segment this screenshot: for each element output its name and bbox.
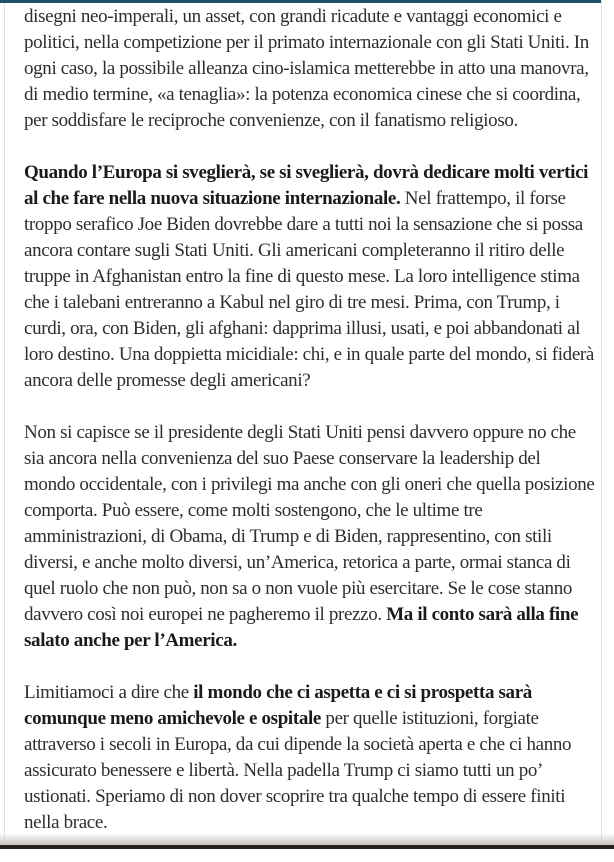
text-run: per quelle istituzioni, forgiate attraverso i secoli in Europa, da cui dipende la società aperta e che ci hanno assicurato benessere e libertà. Nella padella Trump ci siamo tutti un po’ ustionati. Speriamo di non dover scoprire tra qualche tempo di essere finiti nella brace. xyxy=(24,708,572,833)
paragraph-europa-biden xyxy=(24,160,595,394)
article-body xyxy=(5,3,601,862)
bold-text-run: Quando l’Europa si sveglierà, se si sveglierà, dovrà dedicare molti vertici al che fare nella nuova situazione internazionale. xyxy=(24,162,589,209)
content-right-border xyxy=(601,0,602,849)
text-run: Limitiamoci a dire che xyxy=(24,682,194,703)
paragraph-cina-islam xyxy=(24,4,595,134)
paragraph-mondo-ostile xyxy=(24,680,595,836)
paragraph-leadership-usa xyxy=(24,420,595,654)
bottom-edge-bar xyxy=(0,845,614,849)
text-run: Nel frattempo, il forse troppo serafico Joe Biden dovrebbe dare a tutti noi la sensazione che si possa ancora contare sugli Stati Uniti. Gli americani completeranno il ritiro delle truppe in Afghanistan entro la fine di questo mese. La loro intelligence stima che i talebani entreranno a Kabul nel giro di tre mesi. Prima, con Trump, i curdi, ora, con Biden, gli afghani: dapprima illusi, usati, e poi abbandonati al loro destino. Una doppietta micidiale: chi, e in quale parte del mondo, si fiderà ancora delle promesse degli americani? xyxy=(24,188,594,391)
text-run: disegni neo-imperali, un asset, con grandi ricadute e vantaggi economici e politici, nella competizione per il primato internazionale con gli Stati Uniti. In ogni caso, la possibile alleanza cino-islamica metterebbe in atto una manovra, di medio termine, «a tenaglia»: la potenza economica cinese che si coordina, per soddisfare le reciproche convenienze, con il fanatismo religioso. xyxy=(24,6,589,131)
top-accent-bar xyxy=(0,0,601,3)
bold-text-run: Ma il conto sarà alla fine salato anche per l’America. xyxy=(24,604,579,651)
text-run: Non si capisce se il presidente degli Stati Uniti pensi davvero oppure no che sia ancora nella convenienza del suo Paese conservare la leadership del mondo occidentale, con i privilegi ma anche con gli oneri che quella posizione comporta. Può essere, come molti sostengono, che le ultime tre amministrazioni, di Obama, di Trump e di Biden, rappresentino, con stili diversi, e anche molto diversi, un’America, retorica a parte, ormai stanca di quel ruolo che non può, non sa o non vuole più esercitare. Se le cose stanno davvero così noi europei ne pagheremo il prezzo. xyxy=(24,422,595,625)
bold-text-run: il mondo che ci aspetta e ci si prospetta sarà comunque meno amichevole e ospitale xyxy=(24,682,532,729)
